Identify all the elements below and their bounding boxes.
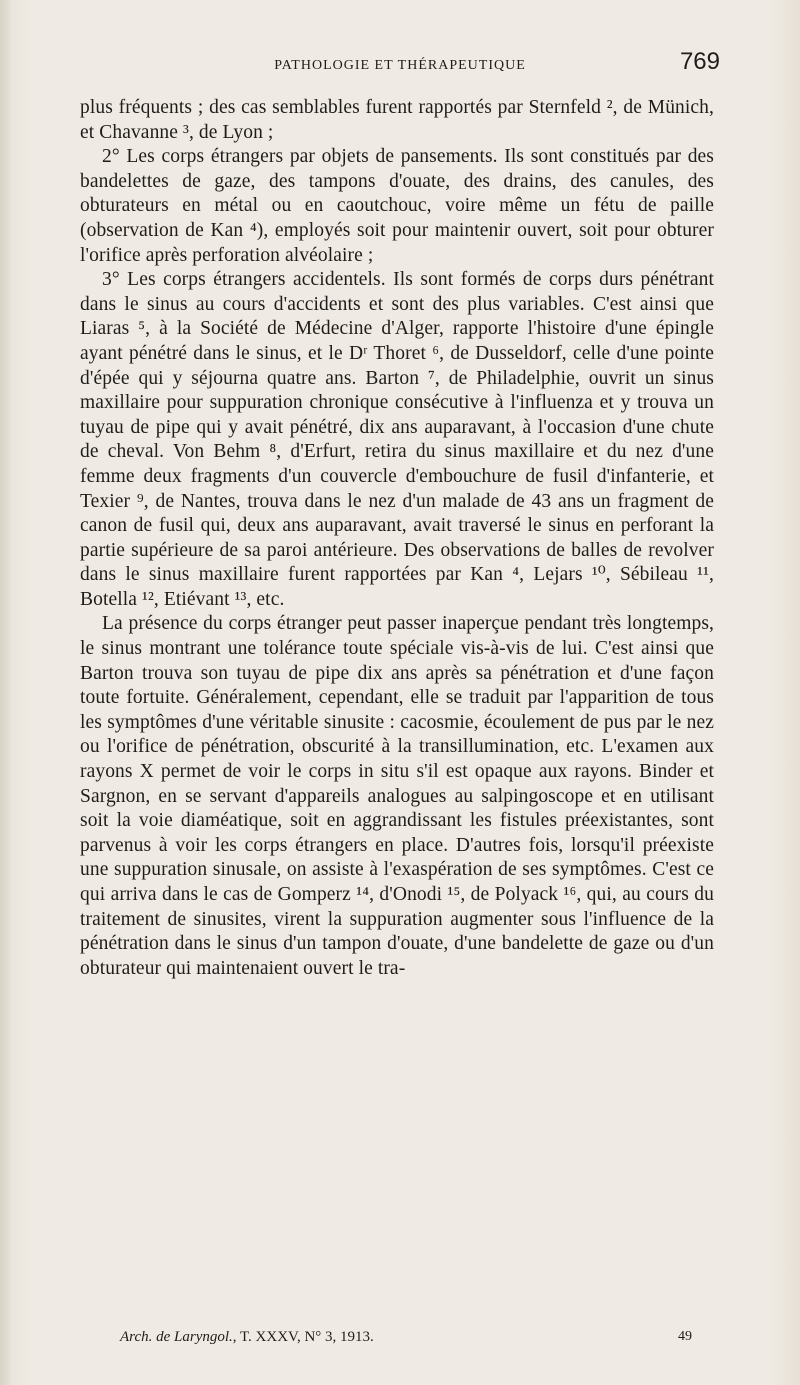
journal-title: Arch. de Laryngol. xyxy=(120,1329,233,1345)
running-title: PATHOLOGIE ET THÉRAPEUTIQUE xyxy=(274,58,526,73)
footer-citation xyxy=(120,1329,374,1346)
paragraph-symptoms: La présence du corps étranger peut passer inaperçue pendant très longtemps, le sinus montrant une tolérance toute spéciale vis-à-vis de lui. C'est ainsi que Barton trouva son tuyau de pipe dix ans après sa pénétration et d'une façon toute fortuite. Généralement, cependant, elle se traduit par l'apparition de tous les symptômes d'une véritable sinusite : cacosmie, écoulement de pus par le nez ou l'orifice de pénétration, obscurité à la transillumination, etc. L'examen aux rayons X permet de voir le corps in situ s'il est opaque aux rayons. Binder et Sargnon, en se servant d'appareils analogues au salpingoscope et en utilisant soit la voie diaméatique, soit en aggrandissant les fistules préexistantes, sont parvenus à voir les corps étrangers en place. D'autres fois, lorsqu'il préexiste une suppuration sinusale, on assiste à l'exaspération de ses symptômes. C'est ce qui arriva dans le cas de Gomperz ¹⁴, d'Onodi ¹⁵, de Polyack ¹⁶, qui, au cours du traitement de sinusites, virent la suppuration augmenter sous l'influence de la pénétration dans le sinus d'un tampon d'ouate, d'une bandelette de gaze ou d'un obturateur qui maintenaient ouvert le tra- xyxy=(80,613,714,979)
paragraph-continuation: plus fréquents ; des cas semblables furent rapportés par Sternfeld ², de Münich, et Chavanne ³, de Lyon ; xyxy=(80,97,714,143)
paragraph-dressings: 2° Les corps étrangers par objets de pansements. Ils sont constitués par des bandelettes de gaze, des tampons d'ouate, des drains, des canules, des obturateurs en métal ou en caoutchouc, voire même un fétu de paille (observation de Kan ⁴), employés soit pour maintenir ouvert, soit pour obturer l'orifice après perforation alvéolaire ; xyxy=(80,146,714,266)
page-header xyxy=(80,46,720,80)
page-number: 769 xyxy=(679,48,720,75)
sheet-number: 49 xyxy=(678,1329,692,1344)
paragraph-accidental-bodies: 3° Les corps étrangers accidentels. Ils sont formés de corps durs pénétrant dans le sinus au cours d'accidents et sont des plus variables. C'est ainsi que Liaras ⁵, à la Société de Médecine d'Alger, rapporte l'histoire d'une épingle ayant pénétré dans le sinus, et le Dʳ Thoret ⁶, de Dusseldorf, celle d'une pointe d'épée qui y séjourna quatre ans. Barton ⁷, de Philadelphie, ouvrit un sinus maxillaire pour suppuration chronique consécutive à l'influenza et y trouva un tuyau de pipe qui y avait pénétré, dix ans auparavant, à l'occasion d'une chute de cheval. Von Behm ⁸, d'Erfurt, retira du sinus maxillaire et du nez d'une femme deux fragments d'un couvercle d'embouchure de fusil d'infanterie, et Texier ⁹, de Nantes, trouva dans le nez d'un malade de 43 ans un fragment de canon de fusil qui, deux ans auparavant, avait traversé le sinus en perforant la partie supérieure de sa paroi antérieure. Des observations de balles de revolver dans le sinus maxillaire furent rapportées par Kan ⁴, Lejars ¹⁰, Sébileau ¹¹, Botella ¹², Etiévant ¹³, etc. xyxy=(80,269,714,610)
journal-issue: , T. XXXV, N° 3, 1913. xyxy=(232,1329,374,1345)
body-text xyxy=(80,96,714,981)
